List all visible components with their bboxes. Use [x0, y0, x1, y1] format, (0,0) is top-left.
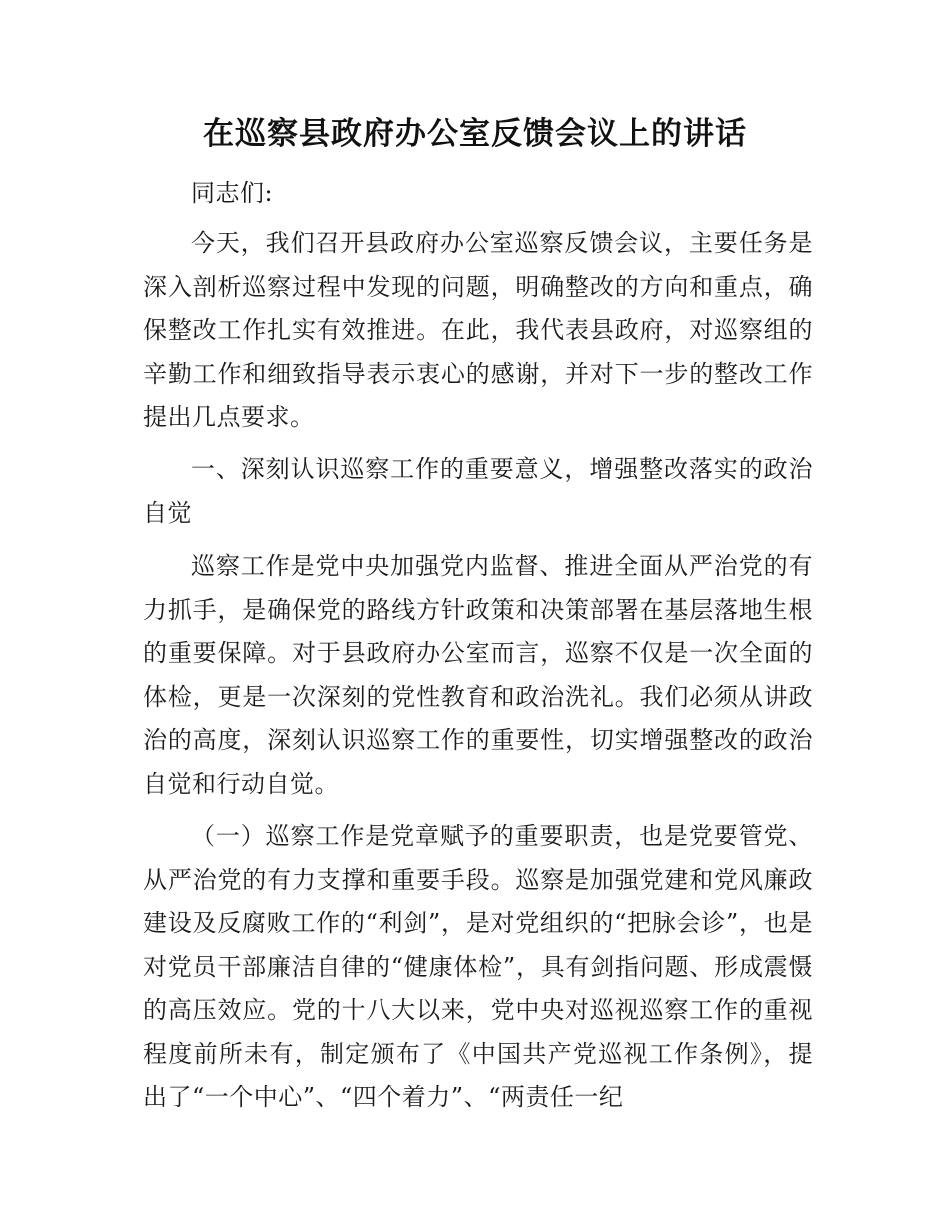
paragraph-subsection-1: （一）巡察工作是党章赋予的重要职责，也是党要管党、从严治党的有力支撑和重要手段。巡察是加强党建和党风廉政建设及反腐败工作的“利剑”，是对党组织的“把脉会诊”，也是对党员干部廉洁自律的“健康体检”，具有剑指问题、形成震慑的高压效应。党的十八大以来，党中央对巡视巡察工作的重视程度前所未有，制定颁布了《中国共产党巡视工作条例》，提出了“一个中心”、“四个着力”、“两责任一纪 — [143, 822, 813, 1111]
section-heading-1: 一、深刻认识巡察工作的重要意义，增强整改落实的政治自觉 — [143, 455, 813, 527]
document-title: 在巡察县政府办公室反馈会议上的讲话 — [203, 116, 747, 152]
paragraph-section-1: 巡察工作是党中央加强党内监督、推进全面从严治党的有力抓手，是确保党的路线方针政策和决策部署在基层落地生根的重要保障。对于县政府办公室而言，巡察不仅是一次全面的体检，更是一次深刻的党性教育和政治洗礼。我们必须从讲政治的高度，深刻认识巡察工作的重要性，切实增强整改的政治自觉和行动自觉。 — [143, 552, 813, 798]
paragraph-intro: 今天，我们召开县政府办公室巡察反馈会议，主要任务是深入剖析巡察过程中发现的问题，明确整改的方向和重点，确保整改工作扎实有效推进。在此，我代表县政府，对巡察组的辛勤工作和细致指导表示衷心的感谢，并对下一步的整改工作提出几点要求。 — [143, 229, 813, 431]
salutation: 同志们: — [191, 179, 274, 207]
